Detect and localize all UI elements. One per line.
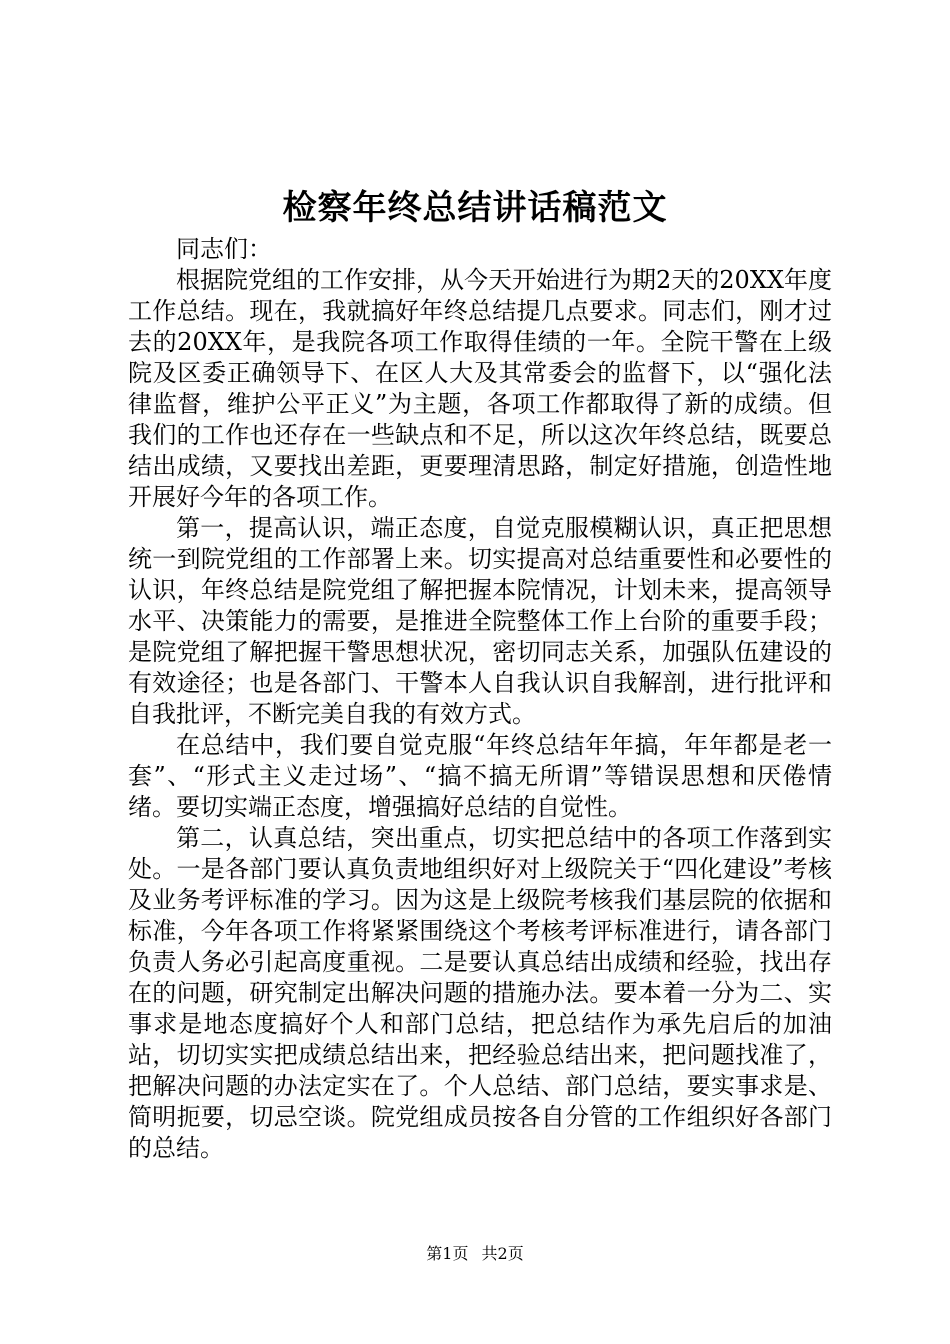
document-title: 检察年终总结讲话稿范文 — [282, 188, 668, 228]
body-paragraph-4: 第二，认真总结，突出重点，切实把总结中的各项工作落到实处。一是各部门要认真负责地组织好对上级院关于“四化建设”考核及业务考评标准的学习。因为这是上级院考核我们基层院的依据和标准，今年各项工作将紧紧围绕这个考核考评标准进行，请各部门负责人务必引起高度重视。二是要认真总结出成绩和经验，找出存在的问题，研究制定出解决问题的措施办法。要本着一分为二、实事求是地态度搞好个人和部门总结，把总结作为承先启后的加油站，切切实实把成绩总结出来，把经验总结出来，把问题找准了，把解决问题的办法定实在了。个人总结、部门总结，要实事求是、简明扼要，切忌空谈。院党组成员按各自分管的工作组织好各部门的总结。 — [128, 824, 832, 1162]
body-paragraph-2: 第一，提高认识，端正态度，自觉克服模糊认识，真正把思想统一到院党组的工作部署上来。切实提高对总结重要性和必要性的认识，年终总结是院党组了解把握本院情况，计划未来，提高领导水平、决策能力的需要，是推进全院整体工作上台阶的重要手段；是院党组了解把握干警思想状况，密切同志关系，加强队伍建设的有效途径；也是各部门、干警本人自我认识自我解剖，进行批评和自我批评，不断完美自我的有效方式。 — [128, 514, 832, 728]
body-paragraph-3: 在总结中，我们要自觉克服“年终总结年年搞，年年都是老一套”、“形式主义走过场”、“搞不搞无所谓”等错误思想和厌倦情绪。要切实端正态度，增强搞好总结的自觉性。 — [128, 731, 832, 821]
page-number-current: 第1页 — [426, 1244, 469, 1263]
page-footer — [0, 1242, 950, 1266]
document-body — [128, 234, 832, 1164]
salutation-paragraph: 同志们： — [176, 235, 272, 263]
page-number-total: 共2页 — [481, 1244, 524, 1263]
body-paragraph-1: 根据院党组的工作安排，从今天开始进行为期2天的20XX年度工作总结。现在，我就搞好年终总结提几点要求。同志们，刚才过去的20XX年，是我院各项工作取得佳绩的一年。全院干警在上级院及区委正确领导下、在区人大及其常委会的监督下，以“强化法律监督，维护公平正义”为主题，各项工作都取得了新的成绩。但我们的工作也还存在一些缺点和不足，所以这次年终总结，既要总结出成绩，又要找出差距，更要理清思路，制定好措施，创造性地开展好今年的各项工作。 — [128, 266, 832, 511]
